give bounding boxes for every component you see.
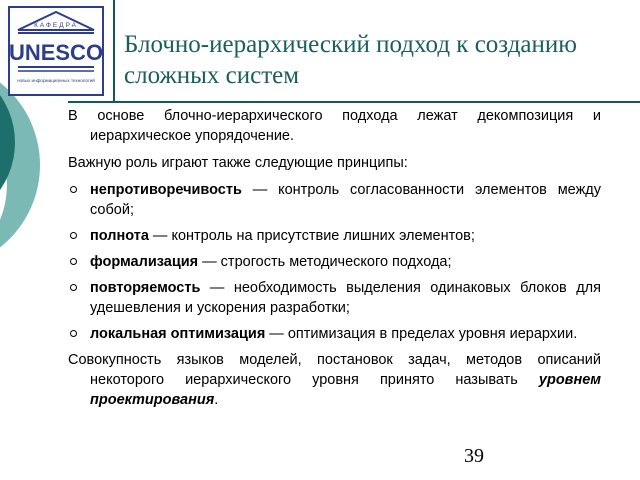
list-item [68, 278, 601, 318]
list-item [68, 252, 601, 272]
list-item [68, 226, 601, 246]
list-item [68, 180, 601, 220]
principles-intro: Важную роль играют также следующие принципы: [68, 155, 408, 171]
bullet-circle-icon [70, 284, 77, 291]
principle-description: — контроль согласованности элементов между собой; [90, 182, 601, 218]
conclusion-end: . [214, 392, 219, 408]
list-item [68, 324, 601, 344]
principles-list [68, 180, 601, 344]
bullet-circle-icon [70, 186, 77, 193]
bullet-circle-icon [70, 330, 77, 337]
principle-term: непротиворечивость [90, 182, 242, 198]
conclusion-emphasis: уровнем проектирования [90, 372, 601, 408]
slide-body [68, 106, 601, 410]
logo-top-text: КАФЕДРА [34, 22, 78, 29]
principle-description: — необходимость выделения одинаковых блоков для удешевления и ускорения разработки; [90, 280, 601, 316]
principle-description: — контроль на присутствие лишних элементов; [148, 228, 475, 244]
principle-term: локальная оптимизация [90, 326, 266, 342]
logo-main-text: UNESCO [8, 40, 104, 65]
principle-description: — строгость методического подхода; [198, 254, 452, 270]
conclusion-text: Совокупность языков моделей, постановок задач, методов описаний некоторого иерархического уровня принято называть [68, 352, 601, 388]
slide-title: Блочно-иерархический подход к созданию сложных систем [124, 31, 577, 89]
conclusion-paragraph [68, 350, 601, 410]
logo-sub-text: новых информационных технологий [17, 78, 95, 83]
page-number: 39 [464, 445, 484, 467]
intro-paragraph: В основе блочно-иерархического подхода лежат декомпозиция и иерархическое упорядочение. [68, 108, 601, 144]
principle-description: — оптимизация в пределах уровня иерархии. [265, 326, 578, 342]
unesco-logo-graphic [8, 6, 104, 96]
principle-term: полнота [90, 228, 149, 244]
principle-term: формализация [90, 254, 199, 270]
header-vertical-divider [113, 0, 115, 101]
bullet-circle-icon [70, 258, 77, 265]
unesco-logo [8, 6, 104, 96]
bullet-circle-icon [70, 232, 77, 239]
header-divider [68, 101, 640, 103]
principle-term: повторяемость [90, 280, 201, 296]
